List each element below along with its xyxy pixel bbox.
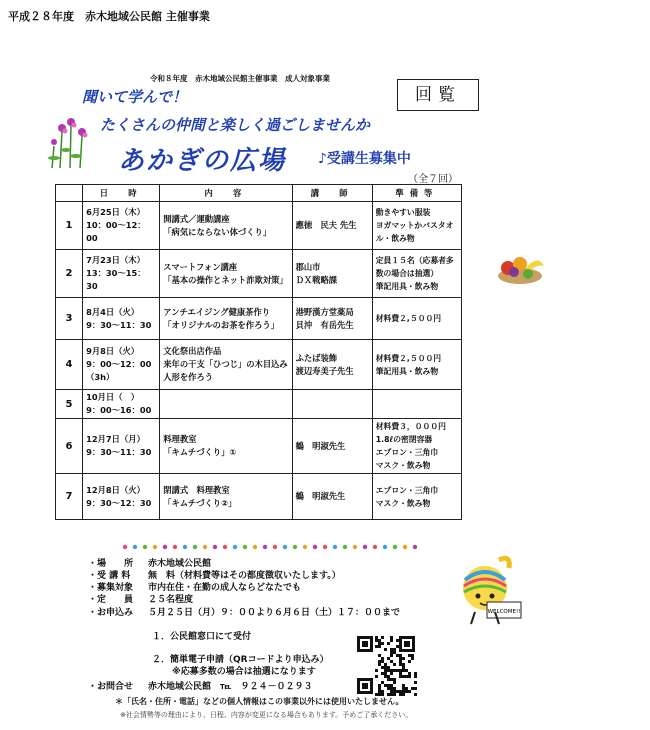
qr-module [396, 639, 399, 642]
qr-module [381, 636, 384, 639]
qr-module [399, 654, 402, 657]
info-capacity: ・定 員 ２５名程度 [88, 595, 194, 605]
qr-module [378, 684, 381, 687]
fruit-basket-icon [494, 250, 546, 286]
row-number [56, 419, 83, 474]
table-row [56, 202, 462, 250]
qr-module [399, 675, 402, 678]
qr-module [405, 690, 408, 693]
row-lecturer [292, 298, 372, 340]
qr-module [402, 669, 405, 672]
row-prep [372, 340, 461, 390]
qr-module [384, 663, 387, 666]
qr-module [414, 693, 417, 696]
qr-module [408, 660, 411, 663]
row-content-line: 閉講式 料理教室 [163, 484, 230, 495]
row-lecturer-line: 應徳 民夫 先生 [295, 220, 357, 230]
divider-dot [163, 545, 167, 549]
row-lecturer-line: 鶴 明淑先生 [295, 440, 346, 451]
qr-module [399, 690, 402, 693]
row-content [160, 202, 292, 250]
row-content-line: 「キムチづくり」① [163, 447, 237, 457]
row-prep-line: 材料費３，０００円 1.8ℓの密閉容器 エプロン・三角巾 マスク・飲み物 [375, 422, 446, 470]
divider-dot [183, 545, 187, 549]
header-lecturer: 講 師 [292, 185, 372, 202]
row-date [83, 202, 160, 250]
row-date-line: 6月25日（木） [86, 207, 145, 217]
divider-dot [223, 545, 227, 549]
qr-code-icon[interactable] [355, 634, 417, 696]
row-lecturer-line: 渡辺寿美子先生 [295, 365, 354, 376]
qr-module [411, 657, 414, 660]
catchphrase-1: 聞いて学んで！ [82, 88, 188, 106]
qr-module [384, 648, 387, 651]
qr-module [399, 657, 402, 660]
apply-method-2-note: ※応募多数の場合は抽選になります [172, 667, 316, 677]
row-content [160, 250, 292, 298]
row-lecturer-line: 港野漢方堂薬局 [295, 306, 354, 317]
divider-dot [273, 545, 277, 549]
qr-module [387, 678, 390, 681]
qr-module [396, 654, 399, 657]
qr-module [390, 648, 393, 651]
row-content [160, 340, 292, 390]
row-content [160, 390, 292, 419]
qr-module [411, 687, 414, 690]
qr-module [387, 669, 390, 672]
row-content-line: アンチエイジング健康茶作り [163, 306, 271, 317]
row-date [83, 390, 160, 419]
qr-module [384, 669, 387, 672]
qr-module [387, 657, 390, 660]
table-header-row [56, 185, 462, 202]
divider-dot [193, 545, 197, 549]
qr-module [378, 642, 381, 645]
qr-module [393, 663, 396, 666]
qr-module [387, 666, 390, 669]
row-number [56, 340, 83, 390]
row-prep-line: 材料費２,５００円 筆記用具・飲み物 [375, 353, 442, 376]
row-date-line: 9：30～11：30 [86, 447, 152, 457]
row-prep [372, 298, 461, 340]
qr-module [378, 660, 381, 663]
row-date-line: 10：00～12：00 [86, 220, 146, 243]
qr-module [381, 657, 384, 660]
row-content [160, 298, 292, 340]
row-lecturer [292, 474, 372, 520]
info-place: ・場 所 赤木地域公民館 [88, 559, 212, 569]
divider-dot [203, 545, 207, 549]
row-prep [372, 390, 461, 419]
divider-dot [363, 545, 367, 549]
row-prep [372, 202, 461, 250]
qr-module [390, 636, 393, 639]
row-number [56, 390, 83, 419]
qr-module [381, 681, 384, 684]
qr-module [375, 675, 378, 678]
mascot-character-icon [455, 550, 525, 630]
row-number [56, 298, 83, 340]
qr-module [396, 690, 399, 693]
row-lecturer [292, 250, 372, 298]
row-lecturer [292, 390, 372, 419]
divider-dot [133, 545, 137, 549]
info-fee: ・受 講 料 無 料（材料費等はその都度徴収いたします。） [88, 571, 341, 581]
row-date-line: 9月8日（火） [86, 346, 140, 356]
row-date-line: 9：00～16：00 [86, 405, 152, 415]
divider-dot [283, 545, 287, 549]
row-lecturer-line: 郡山市 [295, 261, 321, 272]
qr-module [408, 672, 411, 675]
qr-module [408, 675, 411, 678]
divider-dot [253, 545, 257, 549]
qr-module [390, 690, 393, 693]
circulation-stamp: 回覧 [397, 79, 479, 111]
row-date [83, 250, 160, 298]
qr-module [402, 675, 405, 678]
qr-module [387, 675, 390, 678]
qr-module [378, 654, 381, 657]
qr-module [414, 687, 417, 690]
qr-module [399, 663, 402, 666]
row-lecturer-line: ＤＸ戦略課 [295, 274, 338, 285]
qr-module [384, 675, 387, 678]
row-content-line: 開講式／運動講座 [163, 213, 230, 224]
row-prep-line: 材料費２,５００円 [375, 314, 442, 323]
row-prep-line: 定員１５名（応募者多数の場合は抽選） 筆記用具・飲み物 [375, 256, 454, 291]
table-row [56, 390, 462, 419]
qr-module [378, 687, 381, 690]
qr-module [387, 687, 390, 690]
qr-module [375, 669, 378, 672]
divider-dot [333, 545, 337, 549]
qr-module [408, 654, 411, 657]
row-number [56, 202, 83, 250]
qr-module [381, 666, 384, 669]
divider-dot [123, 545, 127, 549]
qr-module [381, 672, 384, 675]
row-number-line: 4 [65, 359, 73, 370]
qr-module [399, 669, 402, 672]
row-content-line: 「キムチづくり②」 [163, 497, 237, 508]
row-content-line: 来年の干支「ひつじ」の木目込み人形を作ろう [163, 359, 288, 382]
session-count: （全７回） [408, 174, 458, 185]
apply-method-1: １．公民館窓口にて受付 [152, 632, 252, 642]
row-number [56, 250, 83, 298]
row-date [83, 474, 160, 520]
qr-module [390, 660, 393, 663]
recruit-label: ♪受講生募集中 [318, 151, 411, 167]
qr-module [384, 666, 387, 669]
divider-dot [173, 545, 177, 549]
qr-module [396, 645, 399, 648]
qr-module [375, 639, 378, 642]
info-apply: ・お申込み ５月２５日（月）９：００より６月６日（土）１７：００まで [88, 608, 401, 618]
divider-dot [393, 545, 397, 549]
row-content-line: 文化祭出店作品 [163, 346, 222, 356]
row-content-line: 「オリジナルのお茶を作ろう」 [163, 319, 279, 330]
divider-dot [143, 545, 147, 549]
row-content-line: スマートフォン講座 [163, 261, 238, 272]
row-number-line: 2 [65, 268, 73, 279]
divider-dots [120, 543, 420, 551]
qr-module [402, 684, 405, 687]
event-title: あかぎの広場 [118, 146, 287, 176]
qr-module [375, 636, 378, 639]
table-row [56, 250, 462, 298]
row-content [160, 474, 292, 520]
qr-module [381, 690, 384, 693]
row-content [160, 419, 292, 474]
divider-dot [323, 545, 327, 549]
row-prep [372, 419, 461, 474]
row-prep [372, 250, 461, 298]
row-number-line: 7 [65, 491, 73, 502]
divider-dot [403, 545, 407, 549]
row-date [83, 419, 160, 474]
catchphrase-2: たくさんの仲間と楽しく過ごしませんか [100, 116, 371, 134]
row-prep-line: エプロン・三角巾 マスク・飲み物 [375, 485, 439, 508]
row-date-line: 8月4日（火） [86, 306, 140, 317]
qr-module [393, 669, 396, 672]
row-date [83, 298, 160, 340]
header-title: 平成２８年度 赤木地域公民館 主催事業 [8, 10, 210, 23]
qr-module [387, 642, 390, 645]
row-lecturer-line: 鶴 明淑先生 [295, 491, 346, 501]
row-number-line: 6 [65, 440, 73, 452]
table-row [56, 340, 462, 390]
row-content-line: 「基本の操作とネット詐欺対策」 [163, 274, 288, 285]
qr-module [402, 687, 405, 690]
qr-module [405, 675, 408, 678]
qr-module [378, 663, 381, 666]
qr-module [414, 681, 417, 684]
qr-module [399, 672, 402, 675]
divider-dot [383, 545, 387, 549]
qr-module [393, 681, 396, 684]
qr-module [393, 690, 396, 693]
info-contact: ・お問合せ 赤木地域公民館 ℡ ９２４－０２９３ [88, 682, 313, 692]
divider-dot [293, 545, 297, 549]
qr-module [378, 639, 381, 642]
divider-dot [263, 545, 267, 549]
row-lecturer [292, 202, 372, 250]
qr-module [414, 672, 417, 675]
row-date-line: 12月7日（月） [86, 434, 145, 444]
divider-dot [343, 545, 347, 549]
row-number [56, 474, 83, 520]
row-lecturer [292, 419, 372, 474]
schedule-table [55, 184, 462, 520]
row-date-line: 7月23日（木） [86, 255, 145, 265]
qr-module [375, 645, 378, 648]
header-date: 日 時 [83, 185, 160, 202]
qr-module [411, 654, 414, 657]
qr-module [378, 645, 381, 648]
qr-module [405, 669, 408, 672]
qr-module [393, 678, 396, 681]
row-number-line: 3 [65, 313, 73, 324]
mascot-sign-text: WELCOME!! [487, 609, 521, 615]
qr-module [399, 660, 402, 663]
table-row [56, 474, 462, 520]
change-note: ※社会情勢等の理由により、日程、内容が変更になる場合もあります。予めご了承ください。 [120, 711, 413, 719]
divider-dot [213, 545, 217, 549]
row-lecturer [292, 340, 372, 390]
divider-dot [313, 545, 317, 549]
row-date-line: 9：30～12：30 [86, 497, 152, 508]
row-lecturer-line: 貝沖 有岳先生 [295, 319, 354, 330]
row-lecturer-line: ふたば装飾 [295, 352, 338, 363]
qr-module [393, 687, 396, 690]
header-prep: 準備等 [372, 185, 461, 202]
qr-module [384, 672, 387, 675]
row-content-line: 「病気にならない体づくり」 [163, 226, 272, 237]
divider-dot [413, 545, 417, 549]
flower-illustration-icon [40, 112, 100, 170]
row-prep [372, 474, 461, 520]
apply-method-2: ２．簡単電子申請（QRコードより申込み） [152, 655, 329, 665]
qr-module [402, 690, 405, 693]
row-date-line: 10月日（ ） [86, 392, 140, 402]
qr-module [414, 675, 417, 678]
table-row [56, 298, 462, 340]
table-row [56, 419, 462, 474]
divider-dot [303, 545, 307, 549]
qr-module [390, 687, 393, 690]
qr-module [390, 669, 393, 672]
row-date-line: 9：00～12：00（3h） [86, 359, 152, 382]
qr-module [402, 666, 405, 669]
qr-module [384, 684, 387, 687]
divider-dot [373, 545, 377, 549]
qr-module [387, 684, 390, 687]
qr-module [402, 657, 405, 660]
qr-module [390, 654, 393, 657]
divider-dot [233, 545, 237, 549]
divider-dot [153, 545, 157, 549]
divider-dot [243, 545, 247, 549]
qr-module [408, 690, 411, 693]
row-date-line: 9：30～11：30 [86, 319, 152, 330]
qr-module [390, 678, 393, 681]
sub-header: 令和８年度 赤木地域公民館主催事業 成人対象事業 [150, 74, 330, 83]
info-target: ・募集対象 市内在住・在勤の成人ならどなたでも [88, 583, 302, 593]
row-date [83, 340, 160, 390]
privacy-note: ＊「氏名・住所・電話」などの個人情報はこの事業以外には使用いたしません。 [115, 697, 404, 706]
qr-module [393, 648, 396, 651]
qr-module [393, 651, 396, 654]
qr-module [390, 639, 393, 642]
qr-module [405, 687, 408, 690]
row-date-line: 12月8日（火） [86, 484, 145, 495]
qr-module [381, 660, 384, 663]
qr-module [402, 663, 405, 666]
qr-module [390, 672, 393, 675]
row-number-line: 1 [65, 220, 73, 231]
row-date-line: 13：30～15：30 [86, 268, 146, 291]
qr-module [378, 690, 381, 693]
row-content-line: 料理教室 [163, 434, 197, 444]
divider-dot [353, 545, 357, 549]
row-prep-line: 動きやすい服装 ヨガマットかバスタオル・飲み物 [375, 208, 454, 243]
qr-module [381, 642, 384, 645]
qr-module [396, 669, 399, 672]
qr-module [390, 651, 393, 654]
header-content: 内 容 [160, 185, 292, 202]
row-number-line: 5 [65, 398, 73, 410]
qr-module [390, 684, 393, 687]
header-no [56, 185, 83, 202]
